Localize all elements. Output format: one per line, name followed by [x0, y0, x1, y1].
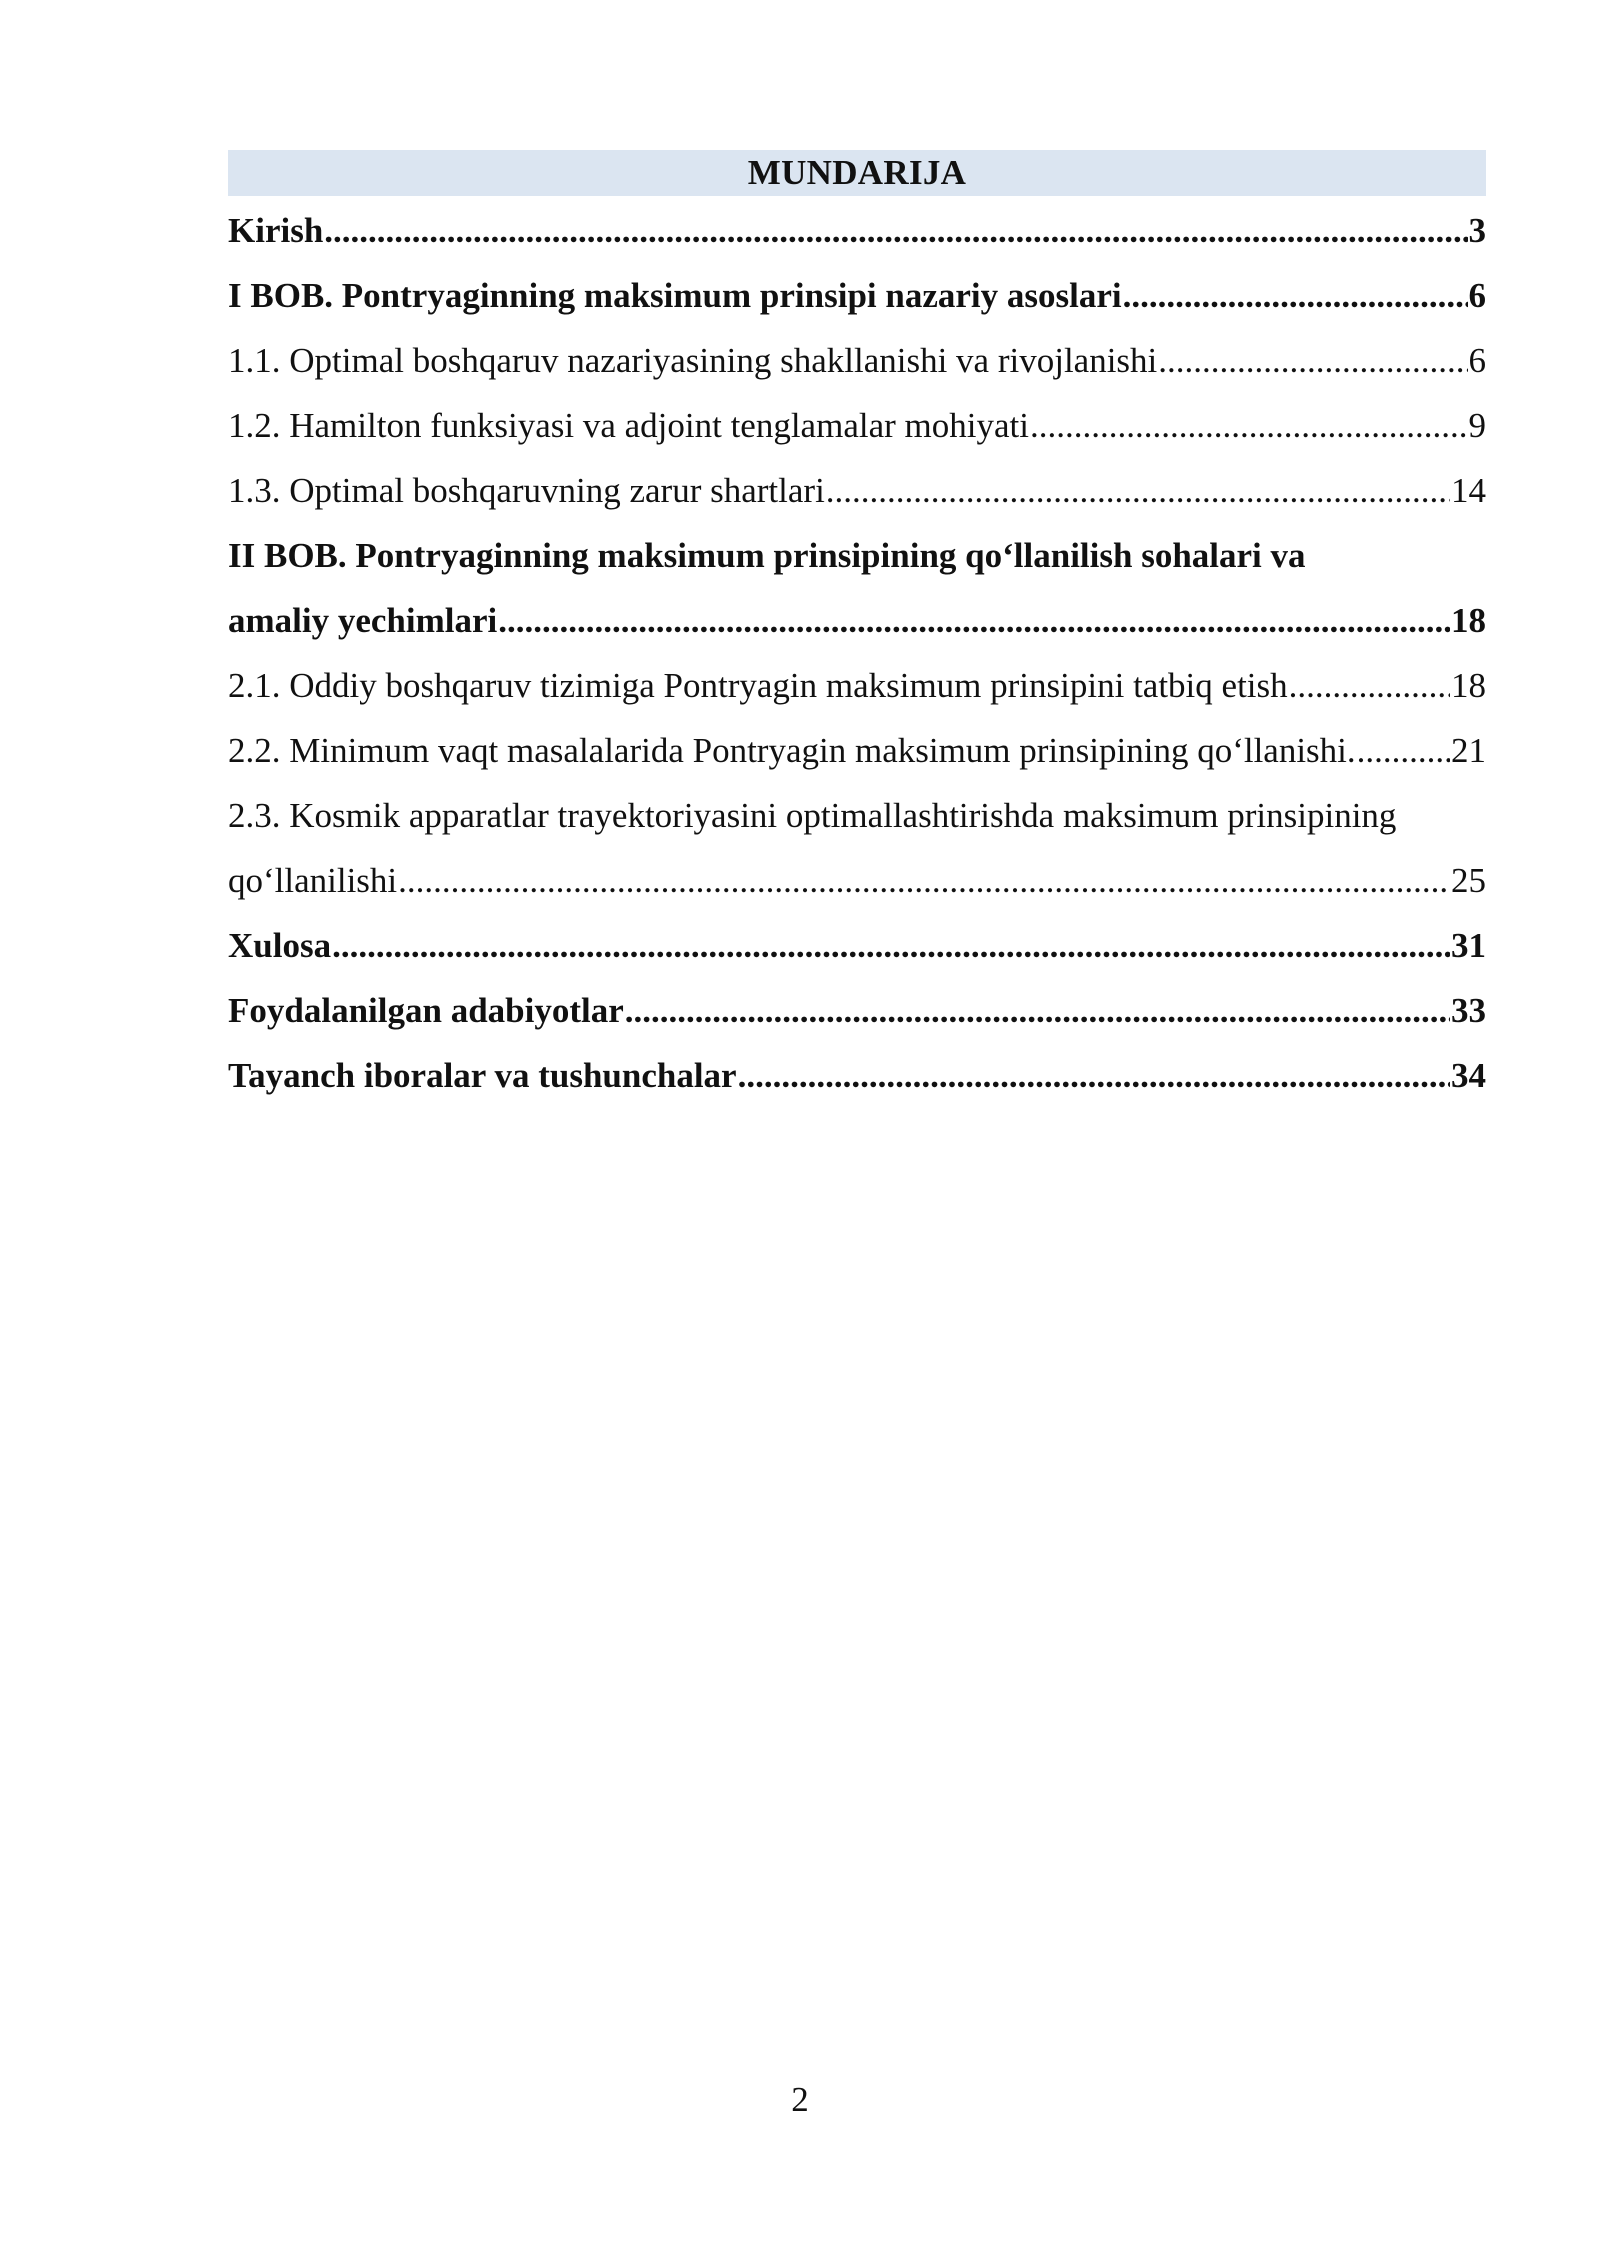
- toc-entry[interactable]: [228, 1043, 1486, 1108]
- toc-dot-leader: [1289, 653, 1450, 718]
- toc-entry-page: 18: [1451, 666, 1486, 705]
- toc-entry-text: Tayanch iboralar va tushunchalar: [228, 1056, 737, 1095]
- toc-entry-text: qo‘llanilishi: [228, 861, 398, 900]
- toc-entry-page: 31: [1451, 926, 1486, 965]
- toc-entry[interactable]: [228, 393, 1486, 458]
- toc-entry-text: I BOB. Pontryaginning maksimum prinsipi nazariy asoslari: [228, 276, 1122, 315]
- toc-dot-leader: [826, 458, 1450, 523]
- toc-entry-text: Foydalanilgan adabiyotlar: [228, 991, 624, 1030]
- toc-entry[interactable]: [228, 263, 1486, 328]
- toc-entry-page: 9: [1468, 406, 1486, 445]
- toc-entry-page: 33: [1451, 991, 1486, 1030]
- toc-entry-text: 2.2. Minimum vaqt masalalarida Pontryagin maksimum prinsipining qo‘llanishi.: [228, 731, 1356, 770]
- toc-entry-text: 2.1. Oddiy boshqaruv tizimiga Pontryagin maksimum prinsipini tatbiq etish: [228, 666, 1288, 705]
- toc-entry-text: Kirish: [228, 211, 324, 250]
- toc-title: MUNDARIJA: [228, 150, 1486, 196]
- toc-entries: [228, 198, 1486, 1108]
- toc-entry-text: 1.3. Optimal boshqaruvning zarur shartlari: [228, 471, 825, 510]
- toc-entry-text: 1.1. Optimal boshqaruv nazariyasining shakllanishi va rivojlanishi: [228, 341, 1158, 380]
- toc-dot-leader: [1357, 718, 1450, 783]
- toc-dot-leader: [1158, 328, 1467, 393]
- toc-entry[interactable]: [228, 978, 1486, 1043]
- toc-dot-leader: [1123, 263, 1468, 328]
- toc-entry-page: 3: [1468, 211, 1486, 250]
- toc-entry-page: 25: [1451, 861, 1486, 900]
- toc-dot-leader: [398, 848, 1450, 913]
- toc-entry-page: 14: [1451, 471, 1486, 510]
- toc-entry[interactable]: [228, 328, 1486, 393]
- toc-dot-leader: [324, 198, 1467, 263]
- toc-entry-page: 6: [1468, 276, 1486, 315]
- toc-entry-page: 6: [1468, 341, 1486, 380]
- toc-entry[interactable]: [228, 523, 1486, 653]
- toc-entry-text-first-line: II BOB. Pontryaginning maksimum prinsipining qo‘llanilish sohalari va: [228, 536, 1306, 575]
- toc-entry-page: 34: [1451, 1056, 1486, 1095]
- toc-entry[interactable]: [228, 198, 1486, 263]
- toc-entry[interactable]: [228, 653, 1486, 718]
- toc-entry-text-first-line: 2.3. Kosmik apparatlar trayektoriyasini optimallashtirishda maksimum prinsipining: [228, 796, 1397, 835]
- table-of-contents: [228, 150, 1486, 1108]
- toc-dot-leader: [498, 588, 1450, 653]
- toc-entry-text: Xulosa: [228, 926, 332, 965]
- toc-dot-leader: [625, 978, 1450, 1043]
- toc-entry[interactable]: [228, 458, 1486, 523]
- toc-entry[interactable]: [228, 783, 1486, 913]
- toc-entry-text: 1.2. Hamilton funksiyasi va adjoint tenglamalar mohiyati: [228, 406, 1029, 445]
- toc-entry[interactable]: [228, 913, 1486, 978]
- toc-dot-leader: [738, 1043, 1450, 1108]
- toc-entry-page: 21: [1451, 731, 1486, 770]
- toc-dot-leader: [1030, 393, 1468, 458]
- toc-entry[interactable]: [228, 718, 1486, 783]
- toc-entry-page: 18: [1451, 601, 1486, 640]
- page-number: 2: [791, 2080, 809, 2119]
- toc-entry-text: amaliy yechimlari: [228, 601, 498, 640]
- toc-dot-leader: [332, 913, 1450, 978]
